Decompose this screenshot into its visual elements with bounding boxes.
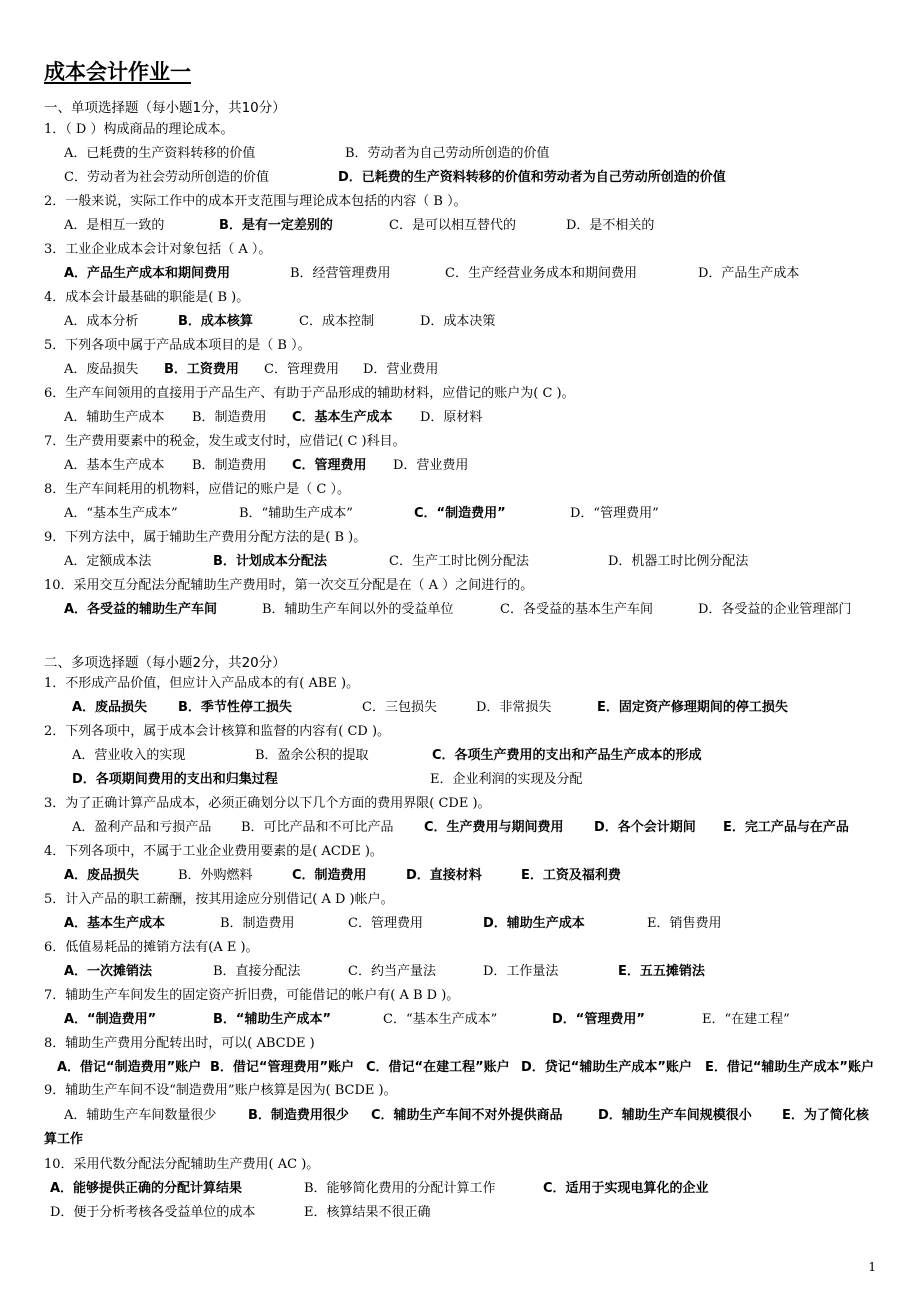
answer-option-selected: D．辅助生产车间规模很小 bbox=[598, 1108, 752, 1123]
answer-option: C．劳动者为社会劳动所创造的价值 bbox=[64, 170, 269, 185]
answer-option: B．可比产品和不可比产品 bbox=[241, 820, 394, 835]
answer-option: B．盈余公积的提取 bbox=[255, 748, 369, 763]
answer-option: D．营业费用 bbox=[393, 458, 469, 473]
answer-option-selected: D．各个会计期间 bbox=[594, 820, 696, 835]
answer-option: D．成本决策 bbox=[420, 314, 496, 329]
answer-option: E．核算结果不很正确 bbox=[304, 1205, 431, 1220]
answer-option: B．辅助生产车间以外的受益单位 bbox=[262, 602, 454, 617]
answer-option-selected: B．“辅助生产成本” bbox=[213, 1012, 331, 1027]
answer-option-selected: C．基本生产成本 bbox=[292, 410, 393, 425]
answer-option: B．制造费用 bbox=[220, 916, 295, 931]
answer-option: A．废品损失 bbox=[64, 362, 139, 377]
answer-option: C．成本控制 bbox=[299, 314, 374, 329]
answer-option: C．是可以相互替代的 bbox=[389, 218, 516, 233]
question-text: 5．计入产品的职工薪酬，按其用途应分别借记( A D )帐户。 bbox=[44, 892, 394, 907]
answer-option-selected: B．季节性停工损失 bbox=[178, 700, 292, 715]
answer-option: B．能够简化费用的分配计算工作 bbox=[304, 1181, 496, 1196]
document-title: 成本会计作业一 bbox=[44, 60, 191, 84]
answer-option-selected: A．废品损失 bbox=[72, 700, 148, 715]
answer-option-selected: B．成本核算 bbox=[178, 314, 253, 329]
question-text: 7．生产费用要素中的税金，发生或支付时，应借记( C )科目。 bbox=[44, 434, 406, 449]
answer-option: A．定额成本法 bbox=[64, 554, 152, 569]
answer-option: A．已耗费的生产资料转移的价值 bbox=[64, 146, 256, 161]
answer-option: A．盈利产品和亏损产品 bbox=[72, 820, 212, 835]
answer-option: D．各受益的企业管理部门 bbox=[698, 602, 852, 617]
answer-option-selected: D．“管理费用” bbox=[552, 1012, 645, 1027]
answer-option-selected: 算工作 bbox=[44, 1132, 84, 1147]
question-text: 2．下列各项中，属于成本会计核算和监督的内容有( CD )。 bbox=[44, 724, 391, 739]
question-text: 5．下列各项中属于产品成本项目的是（ B ）。 bbox=[44, 338, 311, 353]
section-heading: 一、单项选择题（每小题1分，共10分） bbox=[44, 100, 286, 116]
answer-option-selected: B．借记“管理费用”账户 bbox=[210, 1060, 354, 1075]
answer-option-selected: C．适用于实现电算化的企业 bbox=[543, 1181, 709, 1196]
answer-option: B．“辅助生产成本” bbox=[239, 506, 353, 521]
answer-option-selected: A．能够提供正确的分配计算结果 bbox=[50, 1181, 243, 1196]
answer-option: A．是相互一致的 bbox=[64, 218, 165, 233]
question-text: 4．成本会计最基础的职能是( B )。 bbox=[44, 290, 250, 305]
answer-option-selected: C．制造费用 bbox=[292, 868, 367, 883]
answer-option-selected: C．辅助生产车间不对外提供商品 bbox=[371, 1108, 563, 1123]
answer-option: D．营业费用 bbox=[363, 362, 439, 377]
question-text: 10．采用代数分配法分配辅助生产费用( AC )。 bbox=[44, 1157, 320, 1172]
answer-option-selected: B．是有一定差别的 bbox=[219, 218, 333, 233]
answer-option: D．是不相关的 bbox=[566, 218, 655, 233]
answer-option: D．产品生产成本 bbox=[698, 266, 800, 281]
question-text: 1．（ D ）构成商品的理论成本。 bbox=[44, 122, 234, 137]
answer-option-selected: C．管理费用 bbox=[292, 458, 367, 473]
answer-option: C．各受益的基本生产车间 bbox=[500, 602, 653, 617]
answer-option: D．工作量法 bbox=[483, 964, 559, 979]
question-text: 3．为了正确计算产品成本，必须正确划分以下几个方面的费用界限( CDE )。 bbox=[44, 796, 491, 811]
question-text: 1．不形成产品价值，但应计入产品成本的有( ABE )。 bbox=[44, 676, 360, 691]
answer-option-selected: B．制造费用很少 bbox=[248, 1108, 349, 1123]
answer-option: D．便于分析考核各受益单位的成本 bbox=[50, 1205, 256, 1220]
question-text: 8．辅助生产费用分配转出时，可以( ABCDE ) bbox=[44, 1036, 315, 1051]
answer-option: B．劳动者为自己劳动所创造的价值 bbox=[345, 146, 550, 161]
answer-option-selected: C．各项生产费用的支出和产品生产成本的形成 bbox=[432, 748, 702, 763]
answer-option-selected: D．直接材料 bbox=[406, 868, 482, 883]
answer-option-selected: A．废品损失 bbox=[64, 868, 140, 883]
question-text: 2．一般来说，实际工作中的成本开支范围与理论成本包括的内容（ B ）。 bbox=[44, 194, 467, 209]
answer-option: A．“基本生产成本” bbox=[64, 506, 178, 521]
answer-option-selected: A．借记“制造费用”账户 bbox=[57, 1060, 202, 1075]
answer-option-selected: E．为了简化核 bbox=[782, 1108, 869, 1123]
answer-option: A．营业收入的实现 bbox=[72, 748, 186, 763]
answer-option: B．制造费用 bbox=[192, 458, 267, 473]
answer-option: C．管理费用 bbox=[348, 916, 423, 931]
answer-option: B．制造费用 bbox=[192, 410, 267, 425]
question-text: 3．工业企业成本会计对象包括（ A ）。 bbox=[44, 242, 272, 257]
question-text: 8．生产车间耗用的机物料，应借记的账户是（ C ）。 bbox=[44, 482, 350, 497]
question-text: 10．采用交互分配法分配辅助生产费用时，第一次交互分配是在（ A ）之间进行的。 bbox=[44, 578, 534, 593]
answer-option-selected: B．计划成本分配法 bbox=[213, 554, 327, 569]
answer-option-selected: D．辅助生产成本 bbox=[483, 916, 585, 931]
answer-option: E．企业利润的实现及分配 bbox=[430, 772, 583, 787]
question-text: 6．低值易耗品的摊销方法有(A E )。 bbox=[44, 940, 259, 955]
answer-option-selected: D．已耗费的生产资料转移的价值和劳动者为自己劳动所创造的价值 bbox=[338, 170, 726, 185]
answer-option: B．经营管理费用 bbox=[290, 266, 391, 281]
question-text: 9．下列方法中，属于辅助生产费用分配方法的是( B )。 bbox=[44, 530, 367, 545]
answer-option: A．成本分析 bbox=[64, 314, 139, 329]
answer-option-selected: E．固定资产修理期间的停工损失 bbox=[597, 700, 788, 715]
answer-option-selected: C．生产费用与期间费用 bbox=[424, 820, 564, 835]
answer-option-selected: A．“制造费用” bbox=[64, 1012, 157, 1027]
answer-option: D．“管理费用” bbox=[570, 506, 659, 521]
answer-option-selected: A．基本生产成本 bbox=[64, 916, 166, 931]
answer-option: B．直接分配法 bbox=[213, 964, 301, 979]
answer-option: C．生产工时比例分配法 bbox=[389, 554, 529, 569]
answer-option: B．外购燃料 bbox=[178, 868, 253, 883]
answer-option: C．生产经营业务成本和期间费用 bbox=[445, 266, 637, 281]
answer-option: D．机器工时比例分配法 bbox=[608, 554, 749, 569]
question-text: 9．辅助生产车间不设“制造费用”账户核算是因为( BCDE )。 bbox=[44, 1083, 397, 1098]
page-number: 1 bbox=[868, 1260, 876, 1274]
answer-option: C．“基本生产成本” bbox=[383, 1012, 498, 1027]
answer-option-selected: D．贷记“辅助生产成本”账户 bbox=[521, 1060, 692, 1075]
answer-option-selected: D．各项期间费用的支出和归集过程 bbox=[72, 772, 278, 787]
answer-option-selected: C．借记“在建工程”账户 bbox=[366, 1060, 510, 1075]
answer-option: E．销售费用 bbox=[647, 916, 722, 931]
answer-option-selected: E．完工产品与在产品 bbox=[723, 820, 849, 835]
answer-option-selected: E．工资及福利费 bbox=[521, 868, 621, 883]
answer-option: C．约当产量法 bbox=[348, 964, 436, 979]
answer-option-selected: E．借记“辅助生产成本”账户 bbox=[705, 1060, 874, 1075]
answer-option-selected: A．各受益的辅助生产车间 bbox=[64, 602, 218, 617]
answer-option: A．辅助生产车间数量很少 bbox=[64, 1108, 217, 1123]
answer-option: E．“在建工程” bbox=[702, 1012, 790, 1027]
answer-option-selected: A．一次摊销法 bbox=[64, 964, 153, 979]
answer-option: D．非常损失 bbox=[476, 700, 552, 715]
question-text: 6．生产车间领用的直接用于产品生产、有助于产品形成的辅助材料，应借记的账户为( C )。 bbox=[44, 386, 575, 401]
answer-option-selected: C．“制造费用” bbox=[414, 506, 506, 521]
answer-option: A．基本生产成本 bbox=[64, 458, 165, 473]
answer-option-selected: B．工资费用 bbox=[164, 362, 239, 377]
answer-option-selected: A．产品生产成本和期间费用 bbox=[64, 266, 231, 281]
answer-option: C．三包损失 bbox=[362, 700, 437, 715]
answer-option: D．原材料 bbox=[420, 410, 483, 425]
question-text: 4．下列各项中，不属于工业企业费用要素的是( ACDE )。 bbox=[44, 844, 383, 859]
section-heading: 二、多项选择题（每小题2分，共20分） bbox=[44, 655, 286, 671]
answer-option-selected: E．五五摊销法 bbox=[618, 964, 705, 979]
answer-option: C．管理费用 bbox=[264, 362, 339, 377]
question-text: 7．辅助生产车间发生的固定资产折旧费，可能借记的帐户有( A B D )。 bbox=[44, 988, 460, 1003]
answer-option: A．辅助生产成本 bbox=[64, 410, 165, 425]
